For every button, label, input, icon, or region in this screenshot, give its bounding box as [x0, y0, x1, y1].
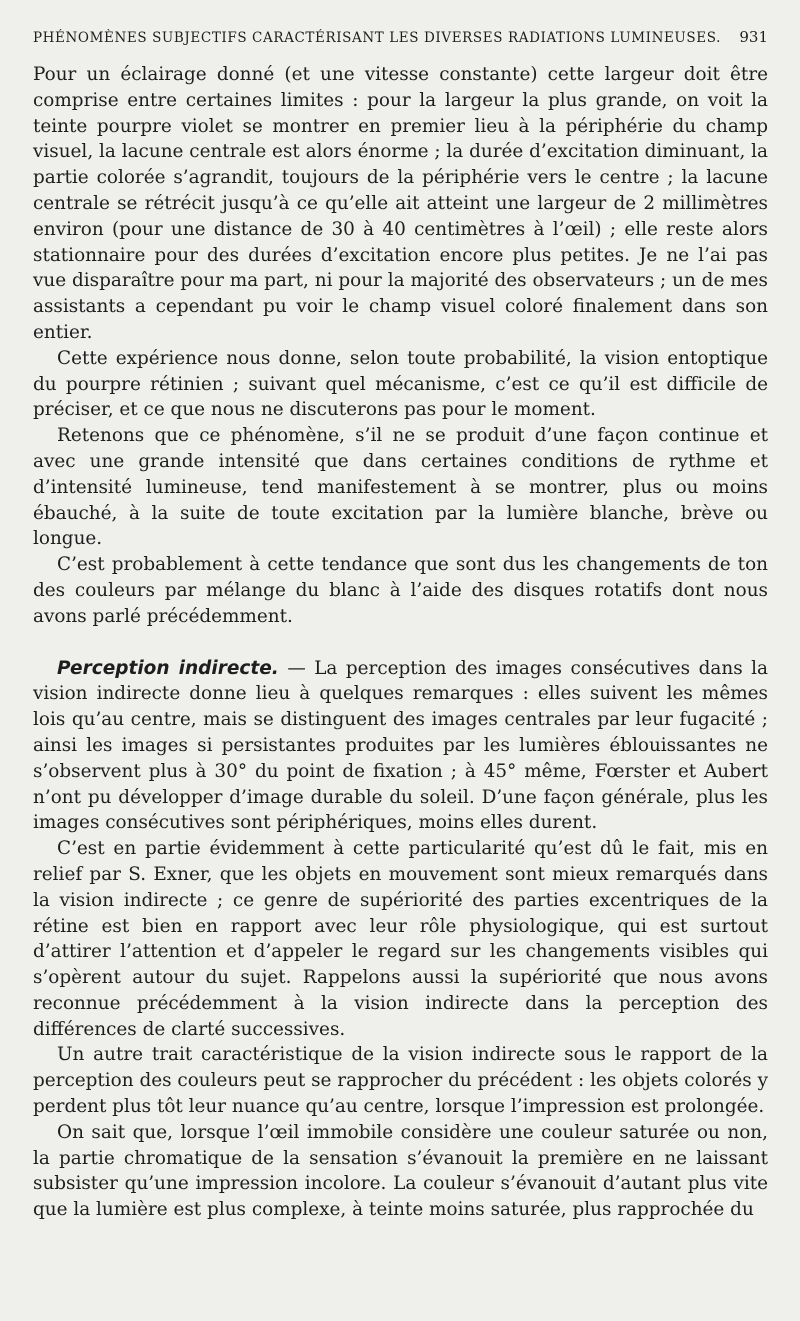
section-heading: Perception indirecte.: [57, 657, 279, 679]
paragraph-continued: Pour un éclairage donné (et une vitesse constante) cette largeur doit être comprise entre certaines limites : pour la largeur la plus grande, on voit la teinte pourpre violet se montrer en premier lieu à la périphérie du champ visuel, la lacune centrale est alors énorme ; la durée d’excitation diminuant, la partie colorée s’agrandit, toujours de la périphérie vers le centre ; la lacune centrale se rétrécit jusqu’à ce qu’elle ait atteint une largeur de 2 millimètres environ (pour une distance de 30 à 40 centimètres à l’œil) ; elle reste alors stationnaire pour des durées d’excitation encore plus petites. Je ne l’ai pas vue disparaître pour ma part, ni pour la majorité des observateurs ; un de mes assistants a cependant pu voir le champ visuel coloré finalement dans son entier.: [33, 64, 768, 343]
section-lead-text: — La perception des images consécutives dans la vision indirecte donne lieu à quelques remarques : elles suivent les mêmes lois qu’au centre, mais se distinguent des images centrales par leur fugacité ; ainsi les images si persistantes produites par les lumières éblouissantes ne s’observent plus à 30° du point de fixation ; à 45° même, Fœrster et Aubert n’ont pu développer d’image durable du soleil. D’une façon générale, plus les images consécutives sont périphériques, moins elles durent.: [33, 657, 768, 834]
paragraph: Retenons que ce phénomène, s’il ne se produit d’une façon continue et avec une grande intensité que dans certaines conditions de rythme et d’intensité lumineuse, tend manifestement à se montrer, plus ou moins ébauché, à la suite de toute excitation par la lumière blanche, brève ou longue.: [33, 425, 768, 550]
section-lead-paragraph: [33, 656, 768, 837]
running-title: PHÉNOMÈNES SUBJECTIFS CARACTÉRISANT LES DIVERSES RADIATIONS LUMINEUSES.: [33, 30, 721, 46]
paragraph: C’est probablement à cette tendance que sont dus les changements de ton des couleurs par mélange du blanc à l’aide des disques rotatifs dont nous avons parlé précédemment.: [33, 554, 768, 627]
paragraph: C’est en partie évidemment à cette particularité qu’est dû le fait, mis en relief par S. Exner, que les objets en mouvement sont mieux remarqués dans la vision indirecte ; ce genre de supériorité des parties excentriques de la rétine est bien en rapport avec leur rôle physiologique, qui est surtout d’attirer l’attention et d’appeler le regard sur les changements visibles qui s’opèrent autour du sujet. Rappelons aussi la supériorité que nous avons reconnue précédemment à la vision indirecte dans la perception des différences de clarté successives.: [33, 838, 768, 1040]
paragraph: Cette expérience nous donne, selon toute probabilité, la vision entoptique du pourpre rétinien ; suivant quel mécanisme, c’est ce qu’il est difficile de préciser, et ce que nous ne discuterons pas pour le moment.: [33, 347, 768, 421]
paragraph: On sait que, lorsque l’œil immobile considère une couleur saturée ou non, la partie chromatique de la sensation s’évanouit la première en ne laissant subsister qu’une impression incolore. La couleur s’évanouit d’autant plus vite que la lumière est plus complexe, à teinte moins saturée, plus rapprochée du: [33, 1121, 768, 1221]
paragraph: Un autre trait caractéristique de la vision indirecte sous le rapport de la perception des couleurs peut se rapprocher du précédent : les objets colorés y perdent plus tôt leur nuance qu’au centre, lorsque l’impression est prolongée.: [33, 1044, 768, 1118]
page-body: [33, 62, 768, 1223]
running-header: [33, 28, 768, 62]
page-number: 931: [739, 28, 768, 46]
